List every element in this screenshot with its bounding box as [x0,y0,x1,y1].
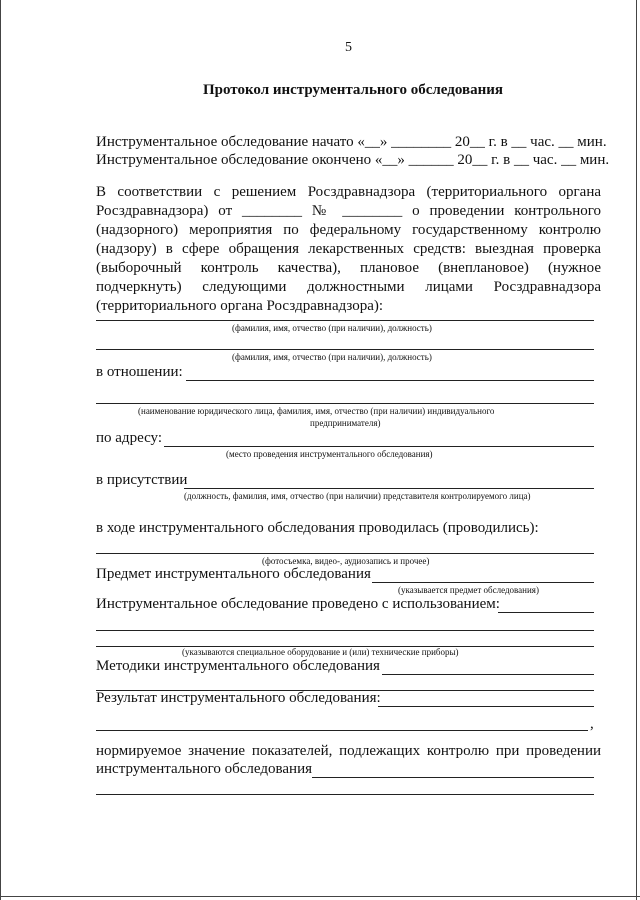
intro-line-4: (надзору) в сфере обращения лекарственных средств: выездная проверка [96,241,601,257]
intro-line-2: Росздравнадзора) от ________ № ________ о проведении контрольного [96,203,601,219]
norm-field-2[interactable] [96,794,594,795]
address-field[interactable] [164,446,594,447]
address-label: по адресу: [96,430,163,446]
scan-edge-bottom [0,896,640,897]
during-label: в ходе инструментального обследования проводилась (проводились): [96,520,539,536]
subject-caption: (указывается предмет обследования) [398,585,539,595]
regarding-field-2[interactable] [96,403,594,404]
intro-line-5: (выборочный контроль качества), плановое (внеплановое) (нужное [96,260,601,276]
fio-field-1[interactable] [96,320,594,321]
org-caption-1: (наименование юридического лица, фамилия, имя, отчество (при наличии) индивидуального [138,406,495,416]
norm-line-2: инструментального обследования [96,761,313,777]
presence-field[interactable] [184,488,594,489]
norm-line-1: нормируемое значение показателей, подлежащих контролю при проведении [96,743,601,759]
norm-field[interactable] [312,777,594,778]
result-field[interactable] [378,706,594,707]
fio-field-2[interactable] [96,349,594,350]
intro-line-3: (надзорного) мероприятия по федеральному государственному контролю [96,222,601,238]
equipment-caption: (указываются специальное оборудование и (или) технические приборы) [182,647,459,657]
document-title: Протокол инструментального обследования [203,82,503,98]
regarding-field[interactable] [186,380,594,381]
presence-caption: (должность, фамилия, имя, отчество (при наличии) представителя контролируемого лица) [184,491,531,501]
intro-line-1: В соответствии с решением Росздравнадзора (территориального органа [96,184,601,200]
scan-edge-right [636,0,637,900]
recording-caption: (фотосъемка, видео-, аудиозапись и прочее) [262,556,430,566]
result-label: Результат инструментального обследования: [96,690,381,706]
intro-line-7: (территориального органа Росздравнадзора): [96,298,384,314]
presence-label: в присутствии [96,472,188,488]
equipment-field[interactable] [498,612,594,613]
recording-field[interactable] [96,553,594,554]
end-time-line: Инструментальное обследование окончено «__» ______ 20__ г. в __ час. __ мин. [96,152,610,168]
org-caption-2: предпринимателя) [310,418,381,428]
page-number: 5 [345,40,352,55]
subject-label: Предмет инструментального обследования [96,566,371,582]
fio-caption-2: (фамилия, имя, отчество (при наличии), должность) [232,352,432,362]
equipment-field-2[interactable] [96,630,594,631]
start-time-line: Инструментальное обследование начато «__» ________ 20__ г. в __ час. __ мин. [96,134,607,150]
scan-edge-left [0,0,1,900]
methods-label: Методики инструментального обследования [96,658,380,674]
regarding-label: в отношении: [96,364,183,380]
equipment-label: Инструментальное обследование проведено с использованием: [96,596,500,612]
place-caption: (место проведения инструментального обследования) [226,449,433,459]
result-field-2[interactable] [96,730,588,731]
fio-caption-1: (фамилия, имя, отчество (при наличии), должность) [232,323,432,333]
subject-field[interactable] [372,582,594,583]
intro-line-6: подчеркнуть) следующими должностными лицами Росздравнадзора [96,279,601,295]
methods-field[interactable] [382,674,594,675]
result-comma: , [590,716,594,732]
